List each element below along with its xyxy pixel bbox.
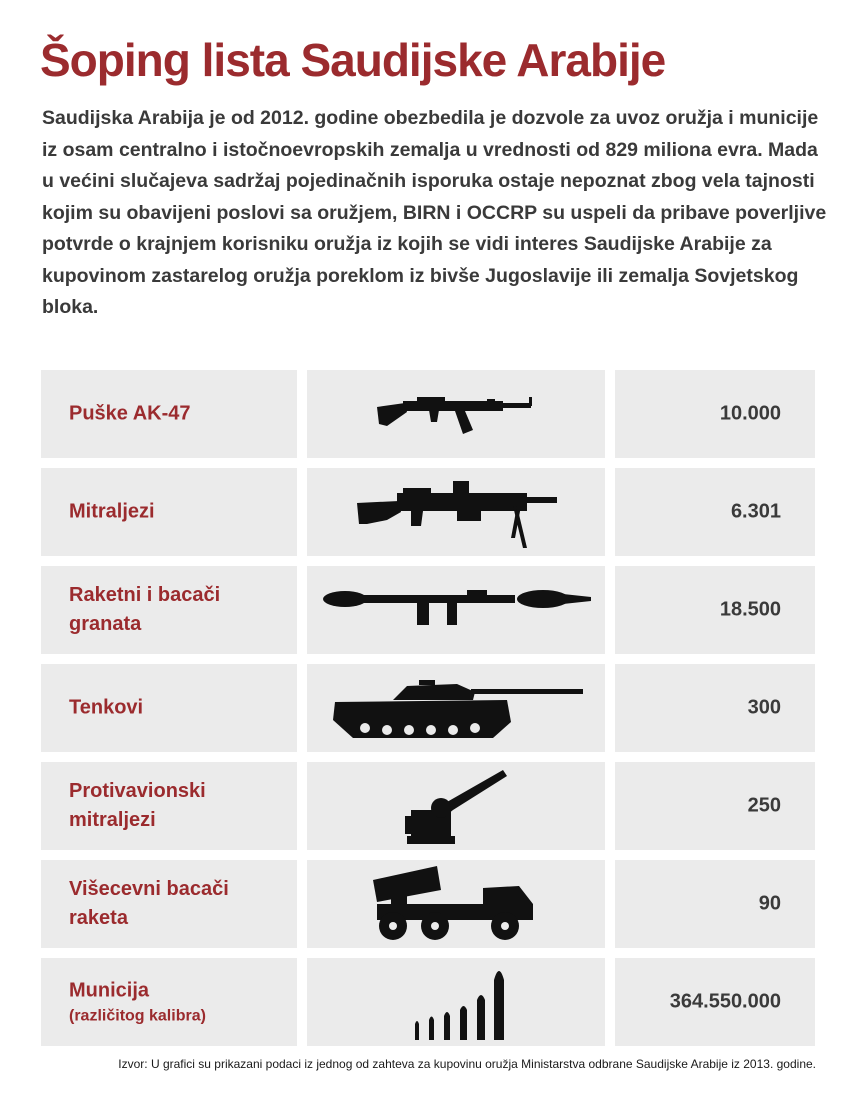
quantity-value: 90 [758, 892, 781, 915]
value-cell [615, 468, 815, 556]
label-cell [41, 762, 297, 850]
label-cell [41, 958, 297, 1046]
value-cell [615, 370, 815, 458]
rocket-launcher-icon [307, 566, 605, 654]
weapon-label: Tenkovi [69, 696, 144, 719]
table-row [41, 762, 815, 850]
label-cell [41, 664, 297, 752]
table-row [41, 664, 815, 752]
table-row [41, 370, 815, 458]
value-cell [615, 958, 815, 1046]
weapon-label: Municija (različitog kalibra) [69, 979, 206, 1025]
quantity-value: 364.550.000 [669, 990, 781, 1013]
machine-gun-icon [307, 468, 605, 556]
table-row [41, 860, 815, 948]
quantity-value: 10.000 [719, 402, 781, 425]
icon-cell [307, 566, 605, 654]
table-row [41, 566, 815, 654]
label-cell [41, 370, 297, 458]
value-cell [615, 762, 815, 850]
label-cell [41, 860, 297, 948]
weapon-label: Puške AK-47 [69, 402, 191, 425]
weapon-label: Protivavionski mitraljezi [69, 780, 206, 831]
table-row [41, 468, 815, 556]
value-cell [615, 664, 815, 752]
weapon-label: Raketni i bacači granata [69, 584, 221, 635]
page-title: Šoping lista Saudijske Arabije [40, 34, 666, 86]
quantity-value: 250 [747, 794, 781, 817]
icon-cell [307, 958, 605, 1046]
icon-cell [307, 370, 605, 458]
multiple-rocket-launcher-icon [307, 860, 605, 948]
rifle-icon [307, 370, 605, 458]
ammunition-icon [307, 958, 605, 1046]
source-note: Izvor: U grafici su prikazani podaci iz jednog od zahteva za kupovinu oružja Ministarstva odbrane Saudijske Arabije iz 2013. godine. [118, 1057, 816, 1071]
table-row [41, 958, 815, 1046]
quantity-value: 18.500 [719, 598, 781, 621]
tank-icon [307, 664, 605, 752]
icon-cell [307, 762, 605, 850]
icon-cell [307, 468, 605, 556]
anti-aircraft-gun-icon [307, 762, 605, 850]
quantity-value: 300 [747, 696, 781, 719]
quantity-value: 6.301 [730, 500, 781, 523]
icon-cell [307, 860, 605, 948]
label-cell [41, 566, 297, 654]
icon-cell [307, 664, 605, 752]
label-cell [41, 468, 297, 556]
weapon-label: Mitraljezi [69, 500, 155, 523]
weapon-label: Višecevni bacači raketa [69, 878, 229, 929]
intro-paragraph: Saudijska Arabija je od 2012. godine obezbedila je dozvole za uvoz oružja i municije iz osam centralno i istočnoevropskih zemalja u vrednosti od 829 miliona evra. Mada u većini slučajeva sadržaj pojedinačnih isporuka ostaje nepoznat zbog vela tajnosti kojim su obavijeni poslovi sa oružjem, BIRN i OCCRP su uspeli da pribave poverljive potvrde o krajnjem korisniku oružja iz kojih se vidi interes Saudijske Arabije za kupovinom zastarelog oružja poreklom iz bivše Jugoslavije ili zemalja Sovjetskog bloka. [42, 107, 827, 318]
value-cell [615, 566, 815, 654]
value-cell [615, 860, 815, 948]
